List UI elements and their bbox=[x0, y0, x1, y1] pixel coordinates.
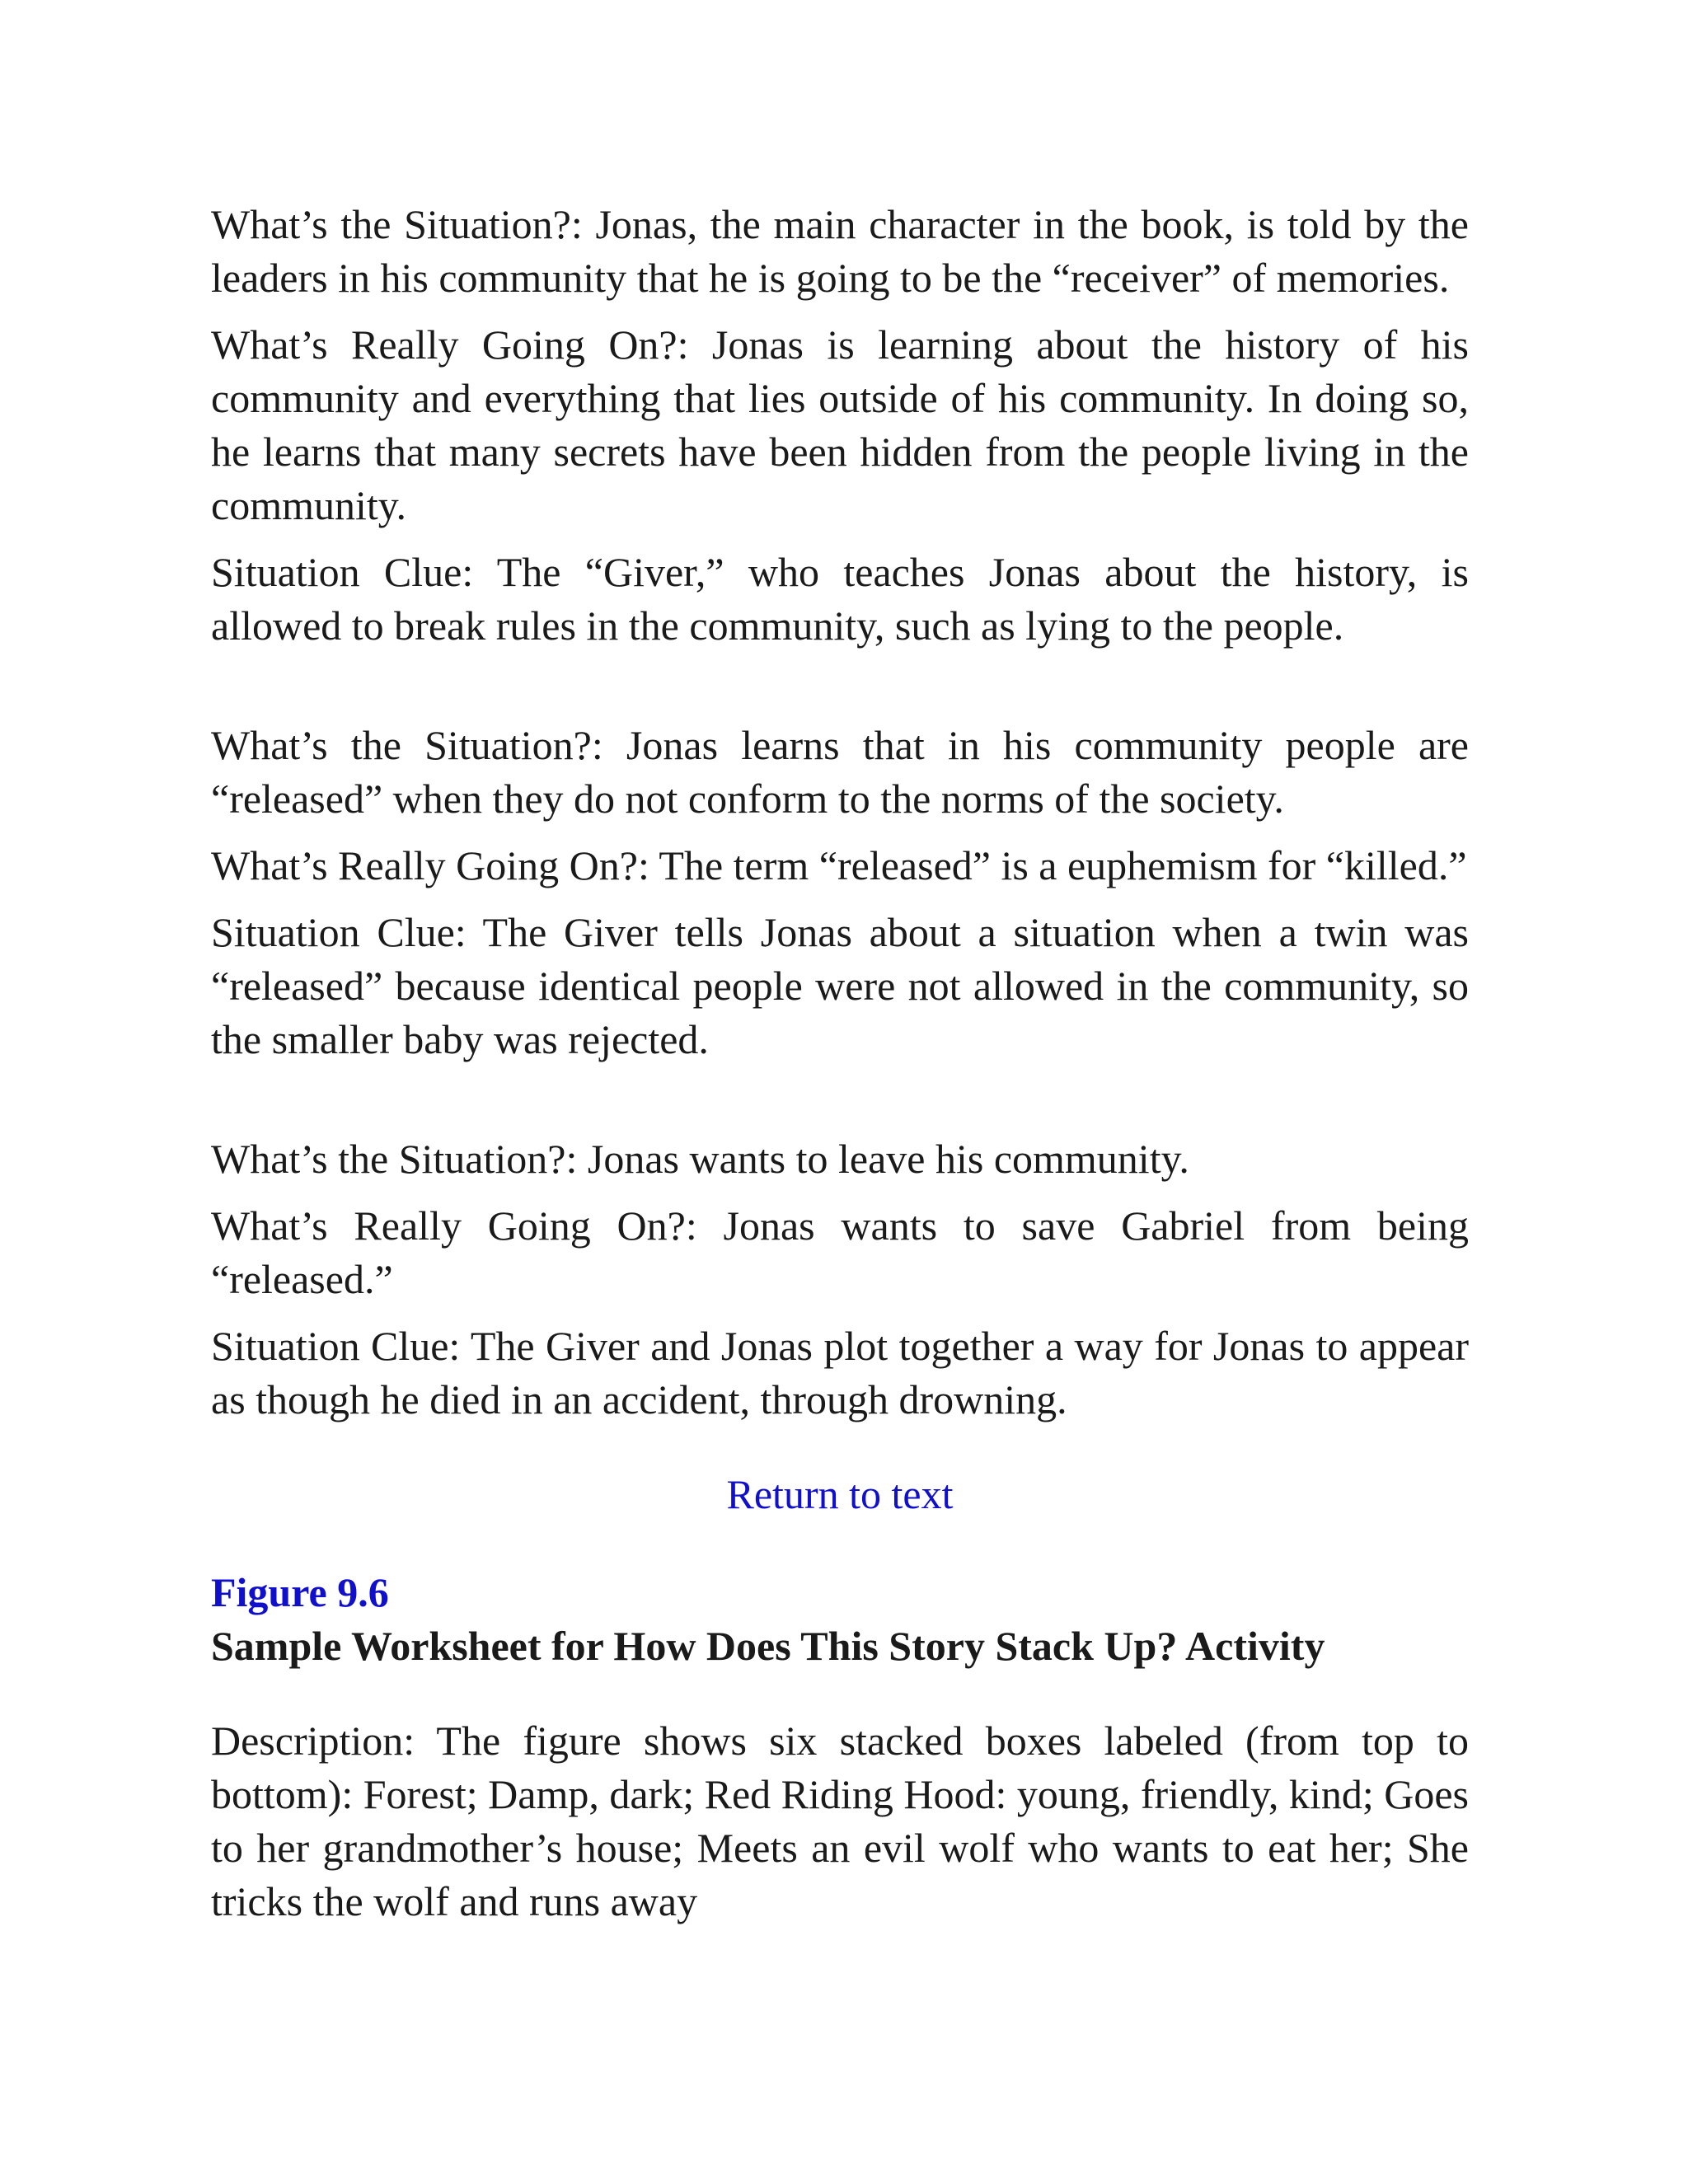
example-group-2 bbox=[211, 719, 1469, 1066]
really-going-on-text: What’s Really Going On?: The term “released” is a euphemism for “killed.” bbox=[211, 842, 1467, 888]
really-going-on-text: What’s Really Going On?: Jonas wants to save Gabriel from being “released.” bbox=[211, 1202, 1469, 1302]
example-group-1 bbox=[211, 198, 1469, 653]
figure-number[interactable]: Figure 9.6 bbox=[211, 1569, 389, 1615]
figure-title: Sample Worksheet for How Does This Story Stack Up? Activity bbox=[211, 1623, 1325, 1669]
situation-text: What’s the Situation?: Jonas, the main character in the book, is told by the leaders in his community that he is going to be the “receiver” of memories. bbox=[211, 201, 1469, 301]
situation-clue-text: Situation Clue: The “Giver,” who teaches Jonas about the history, is allowed to break rules in the community, such as lying to the people. bbox=[211, 549, 1469, 649]
document-page bbox=[211, 198, 1469, 1929]
return-to-text-link[interactable]: Return to text bbox=[726, 1471, 954, 1517]
really-going-on-text: What’s Really Going On?: Jonas is learning about the history of his community and everything that lies outside of his community. In doing so, he learns that many secrets have been hidden from the people living in the community. bbox=[211, 321, 1469, 528]
situation-clue-text: Situation Clue: The Giver and Jonas plot together a way for Jonas to appear as though he died in an accident, through drowning. bbox=[211, 1323, 1469, 1422]
situation-text: What’s the Situation?: Jonas learns that in his community people are “released” when they do not conform to the norms of the society. bbox=[211, 722, 1469, 822]
situation-clue-text: Situation Clue: The Giver tells Jonas about a situation when a twin was “released” because identical people were not allowed in the community, so the smaller baby was rejected. bbox=[211, 909, 1469, 1062]
figure-description: Description: The figure shows six stacked boxes labeled (from top to bottom): Forest; Damp, dark; Red Riding Hood: young, friendly, kind; Goes to her grandmother’s house; Meets an evil wolf who wants to eat her; She tricks the wolf and runs away bbox=[211, 1718, 1469, 1924]
example-group-3 bbox=[211, 1132, 1469, 1427]
situation-text: What’s the Situation?: Jonas wants to leave his community. bbox=[211, 1136, 1189, 1182]
